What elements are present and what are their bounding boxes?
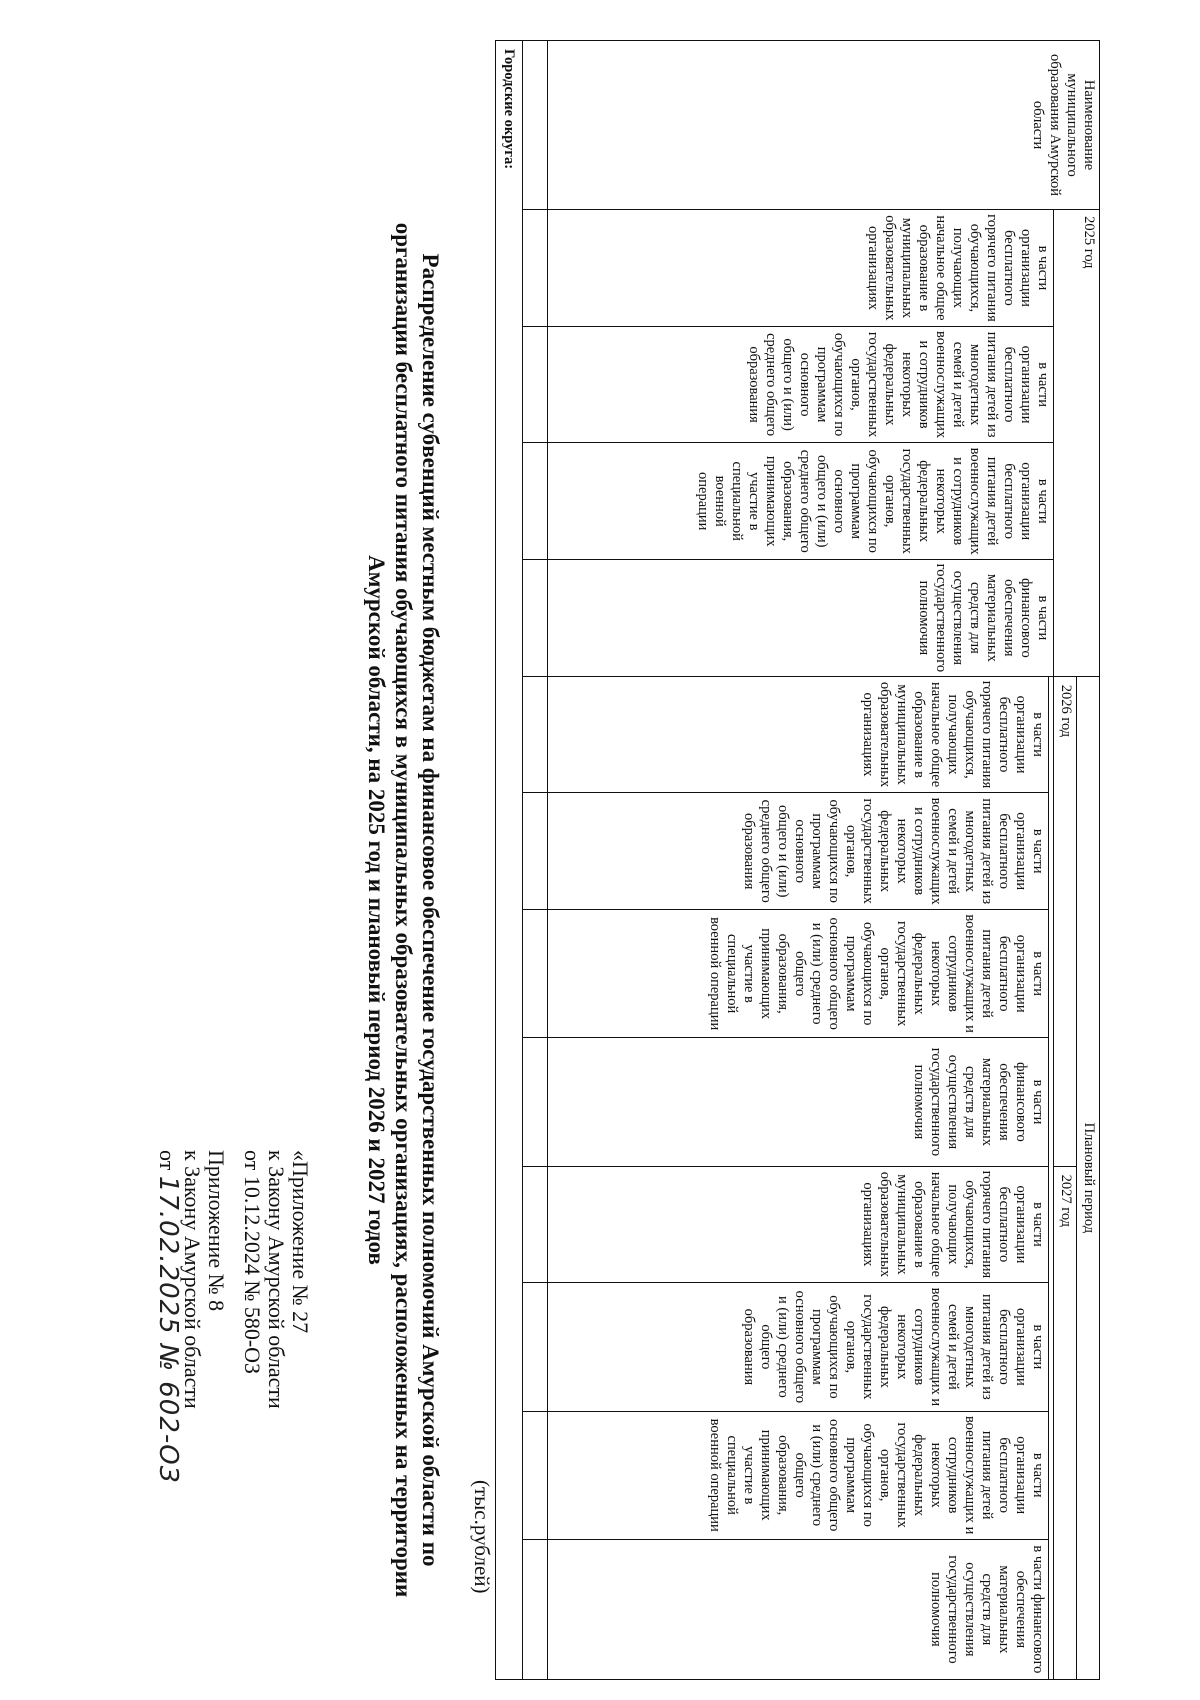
header-2025-military: в части организации бесплатного питания детей военнослужащих и сотрудников некоторых федеральных государственных органов, обучающихся по программам основного общего и (или) среднего общего образования, принимающих участие в специальной военной операции <box>548 443 1054 560</box>
title-line-1: Распределение субвенций местным бюджетам на финансовое обеспечение государственных полномочий Амурской области по <box>418 253 443 1567</box>
appendix-block <box>155 1150 228 1483</box>
title-line-3: Амурской области, на 2025 год и плановый период 2026 и 2027 годов <box>364 555 389 1265</box>
title-line-2: организации бесплатного питания обучающихся в муниципальных образовательных организациях, расположенных на территории <box>391 222 416 1598</box>
header-2026-military: в части организации бесплатного питания детей военнослужащих и сотрудников некоторых федеральных государственных органов, обучающихся по программам основного общего и (или) среднего общего образования, принимающих участие в специальной военной операции <box>548 910 1049 1038</box>
appendix-number: Приложение № 8 <box>204 1150 229 1312</box>
subvention-table <box>495 40 1100 1680</box>
table-row <box>496 41 523 1680</box>
header-year-2027: 2027 год <box>1054 1166 1077 1679</box>
header-2026-material: в части финансового обеспечения материальных средств для осуществления государственного полномочия <box>548 1038 1049 1166</box>
table-cell <box>523 676 548 793</box>
table-cell <box>523 1166 548 1283</box>
group-heading-city-districts: Городские округа: <box>496 41 523 1680</box>
header-2025-large-families: в части организации бесплатного питания детей из многодетных семей и детей военнослужащих и сотрудников некоторых федеральных государственных органов, обучающихся по программам основного общего и (или) среднего общего образования <box>548 326 1054 443</box>
prior-appendix-number: «Приложение № 27 <box>288 1150 313 1334</box>
header-municipality-name: Наименование муниципального образования Амурской области <box>548 41 1100 210</box>
appendix-law: к Закону Амурской области <box>180 1150 205 1409</box>
table-cell <box>523 41 548 210</box>
prior-appendix-date: от 10.12.2024 № 580-ОЗ <box>240 1150 265 1375</box>
prior-appendix-block <box>240 1150 312 1409</box>
header-2027-material: в части финансового обеспечения материальных средств для осуществления государственного полномочия <box>548 1539 1049 1679</box>
table-cell <box>523 1539 548 1679</box>
header-planning-period: Плановый период <box>1077 676 1100 1679</box>
header-2026-large-families: в части организации бесплатного питания детей из многодетных семей и детей военнослужащих и сотрудников некоторых федеральных государственных органов, обучающихся по программам основного общего и (или) среднего общего образования <box>548 793 1049 910</box>
header-2027-large-families: в части организации бесплатного питания детей из многодетных семей и детей военнослужащих и сотрудников некоторых федеральных государственных органов, обучающихся по программам основного общего и (или) среднего общего образования <box>548 1283 1049 1411</box>
table-cell <box>523 1411 548 1539</box>
table-cell <box>523 210 548 327</box>
header-2025-material: в части финансового обеспечения материальных средств для осуществления государственного полномочия <box>548 560 1054 677</box>
header-2025-hot-meals: в части организации бесплатного горячего питания обучающихся, получающих начальное общее образование в муниципальных образовательных организациях <box>548 210 1054 327</box>
units-label: (тыс.рублей) <box>470 1480 494 1594</box>
table-cell <box>523 443 548 560</box>
header-year-2026: 2026 год <box>1054 676 1077 1166</box>
table-row <box>523 41 548 1680</box>
table-cell <box>523 910 548 1038</box>
header-spacer <box>1049 676 1054 1679</box>
document-title <box>363 200 444 1620</box>
handwritten-date-number: 17.02.2025 № 602-ОЗ <box>153 1175 183 1484</box>
table-cell <box>523 793 548 910</box>
prior-appendix-law: к Закону Амурской области <box>264 1150 289 1409</box>
header-2027-hot-meals: в части организации бесплатного горячего питания обучающихся, получающих начальное общее образование в муниципальных образовательных организациях <box>548 1166 1049 1283</box>
header-year-2025: 2025 год <box>1054 210 1100 677</box>
table-cell <box>523 560 548 677</box>
table-cell <box>523 1038 548 1166</box>
header-2026-hot-meals: в части организации бесплатного горячего питания обучающихся, получающих начальное общее образование в муниципальных образовательных организациях <box>548 676 1049 793</box>
header-2027-military: в части организации бесплатного питания детей военнослужащих и сотрудников некоторых федеральных государственных органов, обучающихся по программам основного общего и (или) среднего общего образования, принимающих участие в специальной военной операции <box>548 1411 1049 1539</box>
table-cell <box>523 1283 548 1411</box>
appendix-date-prefix: от <box>155 1150 180 1171</box>
appendix-date <box>153 1150 183 1484</box>
table-cell <box>523 326 548 443</box>
